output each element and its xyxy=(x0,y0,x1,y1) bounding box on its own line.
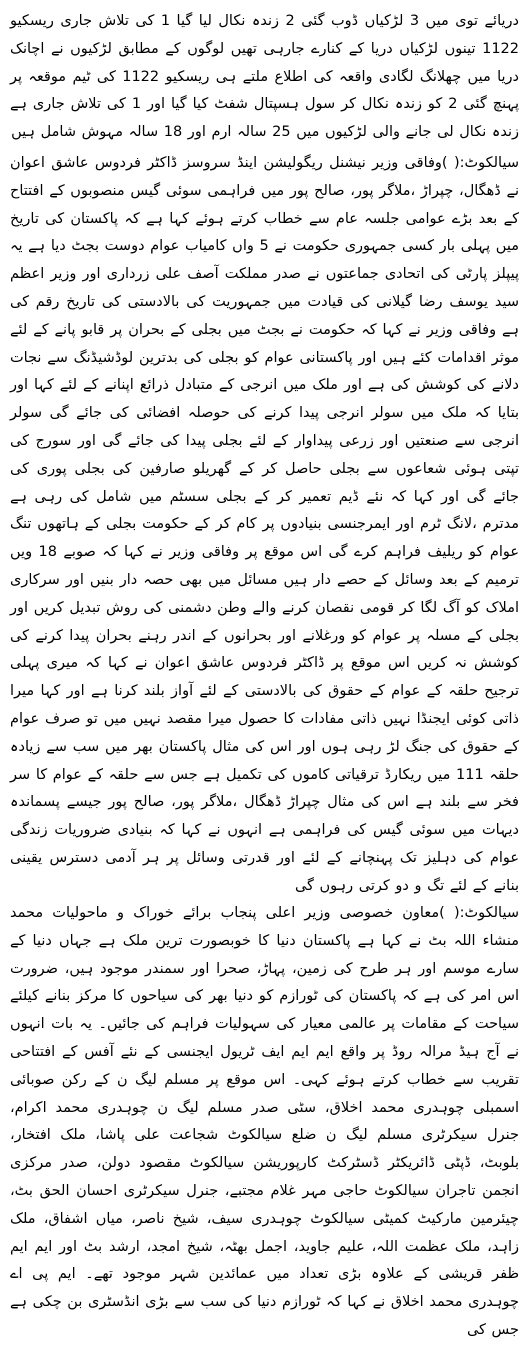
news-article-drowning xyxy=(10,8,519,147)
article-body: سیالکوٹ:( )وفاقی وزیر نیشنل ریگولیشن اینڈ سروسز ڈاکٹر فردوس عاشق اعوان نے ڈھگال، چپراڑ ،ملاگر پور، صالح پور میں فراہمی سوئی گیس منصوبوں کے افتتاح کے بعد بڑے عوامی جلسہ عام سے خطاب کرتے ہوئے کہا ہے کہ پاکستان کی تاریخ میں پہلی بار کسی جمہوری حکومت نے 5 واں کامیاب عوام دوست بجٹ دیا ہے یہ پیپلز پارٹی کی اتحادی جماعتوں نے صدر مملکت آصف علی زرداری اور وزیر اعظم سید یوسف رضا گیلانی کی قیادت میں جمہوریت کی بالادستی کی تاریخ رقم کی ہے وفاقی وزیر نے کہا کہ حکومت نے بجٹ میں بجلی کے بحران پر قابو پانے کے لئے موثر اقدامات کئے ہیں اور پاکستانی عوام کو بجلی کی بدترین لوڈشیڈنگ سے نجات دلانے کی کوشش کی ہے اور ملک میں انرجی کے متبادل ذرائع اپنانے کے لئے کہا اور بتایا کہ ملک میں سولر انرجی پیدا کرنے کی حوصلہ افضائی کی جائے گی سولر انرجی سے صنعتیں اور زرعی پیداوار کے لئے بجلی پیدا کی جائے گی اور سورج کی تپتی ہوئی شعاعوں سے بجلی حاصل کر کے گھریلو صارفین کی بجلی پوری کی جائے گی اور کہا کہ نئے ڈیم تعمیر کر کے بجلی سسٹم میں شامل کی رہی ہے مدترم ،لانگ ٹرم اور ایمرجنسی بنیادوں پر کام کر کے حکومت بجلی کے ہاتھوں تنگ عوام کو ریلیف فراہم کرے گی اس موقع پر وفاقی وزیر نے کہا کہ صوبے 18 ویں ترمیم کے بعد وسائل کے حصے دار ہیں مسائل میں بھی حصہ دار بنیں اور سرکاری املاک کو آگ لگا کر قومی نقصان کرنے والے وطن دشمنی کی روش تبدیل کریں اور بجلی کے مسلہ پر عوام کو ورغلانے اور بحرانوں کے اندر رہنے بحران پیدا کرنے کی کوشش نہ کریں اس موقع پر ڈاکٹر فردوس عاشق اعوان نے کہا کہ میری پہلی ترجیح حلقہ کے عوام کے حقوق کی بالادستی کے لئے آواز بلند کرنا ہے اور کہا میرا ذاتی کوئی ایجنڈا نہیں ذاتی مفادات کا حصول میرا مقصد نہیں میں تو صرف عوام کے حقوق کی جنگ لڑ رہی ہوں اور اس کی مثال پاکستان بھر میں سب سے زیادہ حلقہ 111 میں ریکارڈ ترقیاتی کاموں کی تکمیل ہے جس سے حلقہ کے عوام کا سر فخر سے بلند ہے اس کی مثال چپراڑ ڈھگال ،ملاگر پور، صالح پور جیسے پسماندہ دیہات میں سوئی گیس کی فراہمی ہے انہوں نے کہا کہ بنیادی ضروریات زندگی عوام کی دہلیز تک پہنچانے کے لئے اور قدرتی وسائل پر ہر آدمی دسترس یقینی بنانے کے لئے تگ و دو کرتی رہوں گی xyxy=(10,155,520,894)
article-body: دریائے توی میں 3 لڑکیاں ڈوب گئی 2 زندہ نکال لیا گیا 1 کی تلاش جاری ریسکیو 1122 تینوں لڑکیاں دریا کے کنارے جارہی تھیں لوگوں کے مطابق لڑکیوں نے اچانک دریا میں چھلانگ لگادی واقعہ کی اطلاع ملتے ہی ریسکیو 1122 کی ٹیم موقعہ پر پہنچ گئی 2 کو زندہ نکال کر سول ہسپتال شفٹ کیا گیا اور 1 کی تلاش جاری ہے زندہ نکال لی جانے والی لڑکیوں میں 25 سالہ ارم اور 18 سالہ مہوش شامل ہیں xyxy=(10,13,519,141)
news-article-firdous-awan xyxy=(10,150,519,901)
article-body: سیالکوٹ:( )معاون خصوصی وزیر اعلی پنجاب برائے خوراک و ماحولیات محمد منشاء اللہ بٹ نے کہا ہے پاکستان دنیا کا خوبصورت ترین ملک ہے جہاں دنیا کے سارے موسم اور ہر طرح کی زمین، پہاڑ، صحرا اور سمندر موجود ہیں، ضرورت اس امر کی ہے کہ پاکستان کی ٹورازم کو دنیا بھر کی سیاحوں کا مرکز بنانے کیلئے سیاحت کے مقامات پر عالمی معیار کی سہولیات فراہم کی جائیں۔ یہ بات انہوں نے آج ہیڈ مرالہ روڈ پر واقع ایم ایم ایف ٹریول ایجنسی کے نئے آفس کے افتتاحی تقریب سے خطاب کرتے ہوئے کہی۔ اس موقع پر مسلم لیگ ن کے رکن صوبائی اسمبلی چوہدری محمد اخلاق، سٹی صدر مسلم لیگ ن چوہدری محمد اکرام، جنرل سیکرٹری مسلم لیگ ن ضلع سیالکوٹ شجاعت علی پاشا، ملک افتخار، بلوبٹ، ڈپٹی ڈائریکٹر ڈسٹرکٹ کارپوریشن سیالکوٹ مقصود دولن، صدر مرکزی انجمن تاجران سیالکوٹ حاجی مہر غلام مجتبے، جنرل سیکرٹری احسان الحق بٹ، چیئرمین مارکیٹ کمیٹی سیالکوٹ چوہدری سیف، شیخ ناصر، میاں اشفاق، ملک زاہد، ملک عظمت اللہ، علیم جاوید، اجمل بھٹہ، شیخ امجد، ارشد بٹ اور ایم ایم ظفر قریشی کے علاوہ بڑی تعداد میں عمائدین شہر موجود تھے۔ ایم پی اے چوہدری محمد اخلاق نے کہا کہ ٹورازم دنیا کی سب سے بڑی انڈسٹری بن چکی ہے جس کی xyxy=(10,905,519,1338)
news-article-tourism xyxy=(10,900,519,1345)
